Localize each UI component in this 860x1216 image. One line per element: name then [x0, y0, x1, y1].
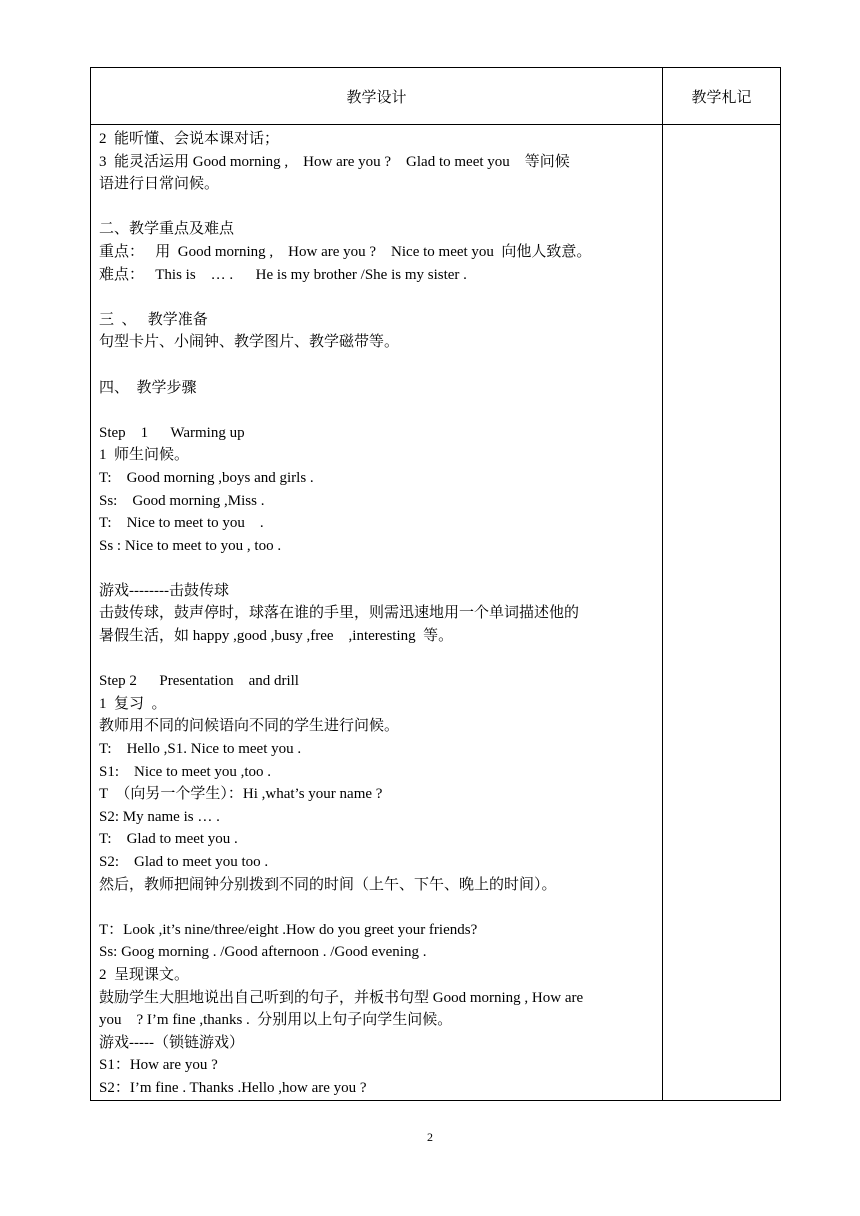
header-teaching-design: 教学设计 — [91, 68, 663, 125]
header-teaching-notes: 教学札记 — [663, 68, 781, 125]
content-line: T: Good morning ,boys and girls . — [99, 469, 314, 486]
content-line: 鼓励学生大胆地说出自己听到的句子，并板书句型 Good morning , How are — [99, 989, 584, 1006]
content-line: T: Hello ,S1. Nice to meet you . — [99, 741, 302, 758]
content-line: S1：How are you ? — [99, 1057, 218, 1074]
content-line: 三 、 教学准备 — [99, 311, 208, 328]
content-line: 句型卡片、小闹钟、教学图片、教学磁带等。 — [99, 334, 400, 351]
content-line: Step 2 Presentation and drill — [99, 673, 299, 690]
content-line: Ss: Good morning ,Miss . — [99, 492, 265, 509]
content-line — [99, 557, 656, 580]
content-line: 教师用不同的问候语向不同的学生进行问候。 — [99, 718, 400, 735]
content-line: you ? I’m fine ,thanks . 分别用以上句子向学生问候。 — [99, 1012, 453, 1029]
content-line: S2: My name is … . — [99, 808, 220, 825]
page-number: 2 — [427, 1130, 433, 1144]
content-line: 2 能听懂、会说本课对话； — [99, 131, 280, 147]
content-line: 游戏-----（锁链游戏） — [99, 1034, 244, 1051]
lesson-plan-table — [90, 67, 781, 1101]
content-line — [99, 286, 656, 309]
teaching-design-cell — [91, 125, 663, 1101]
content-line — [99, 896, 656, 919]
teaching-notes-cell — [663, 125, 781, 1101]
content-line: S2: Glad to meet you too . — [99, 854, 269, 870]
content-line: 难点： This is … . He is my brother /She is my sister . — [99, 266, 467, 283]
content-line: 1 师生问候。 — [99, 447, 190, 464]
content-line: T （向另一个学生）：Hi ,what’s your name ? — [99, 786, 383, 803]
content-line — [99, 196, 656, 219]
content-line: 击鼓传球，鼓声停时，球落在谁的手里，则需迅速地用一个单词描述他的 — [99, 605, 580, 622]
content-line: Ss : Nice to meet to you , too . — [99, 537, 282, 554]
content-line: 重点： 用 Good morning , How are you ? Nice to meet you 向他人致意。 — [99, 243, 592, 260]
content-line — [99, 648, 656, 671]
content-line: 游戏--------击鼓传球 — [99, 582, 229, 599]
content-line: Step 1 Warming up — [99, 424, 245, 441]
content-line: 语进行日常问候。 — [99, 176, 220, 193]
table-header-row — [91, 68, 781, 125]
content-line: T: Glad to meet you . — [99, 831, 238, 848]
content-line: 二、教学重点及难点 — [99, 221, 235, 238]
content-line — [99, 354, 656, 377]
content-line: 2 呈现课文。 — [99, 966, 190, 983]
content-line: S2：I’m fine . Thanks .Hello ,how are you ? — [99, 1079, 367, 1096]
content-line: T: Nice to meet to you . — [99, 515, 264, 532]
content-line: Ss: Goog morning . /Good afternoon . /Good evening . — [99, 944, 427, 961]
content-line: 然后，教师把闹钟分别拨到不同的时间（上午、下午、晚上的时间）。 — [99, 876, 557, 893]
table-body-row — [91, 125, 781, 1101]
content-line: 暑假生活，如 happy ,good ,busy ,free ,interesting 等。 — [99, 628, 454, 645]
lesson-content — [91, 125, 662, 1100]
content-line: 四、 教学步骤 — [99, 379, 197, 396]
content-line: 1 复习 。 — [99, 695, 167, 712]
content-line: T：Look ,it’s nine/three/eight .How do you greet your friends? — [99, 921, 478, 938]
content-line — [99, 399, 656, 422]
content-line: 3 能灵活运用 Good morning , How are you ? Glad to meet you 等问候 — [99, 153, 570, 170]
content-line: S1: Nice to meet you ,too . — [99, 763, 272, 780]
